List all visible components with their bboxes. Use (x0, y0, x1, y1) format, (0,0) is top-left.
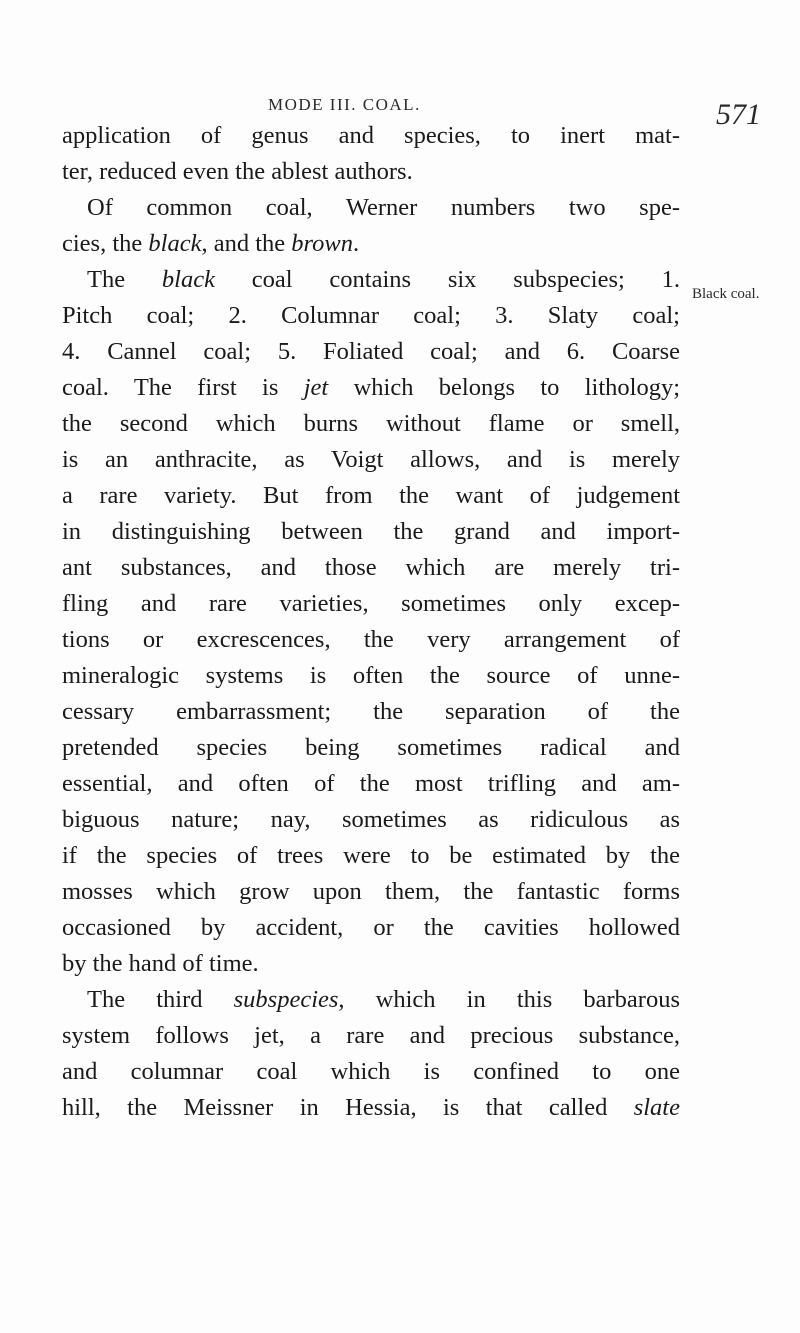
text-line: hill, the Meissner in Hessia, is that called slate (62, 1094, 680, 1121)
text-line: the second which burns without flame or smell, (62, 410, 680, 437)
text-line: is an anthracite, as Voigt allows, and is merely (62, 446, 680, 473)
italic-term: black (148, 230, 202, 257)
text-line: ant substances, and those which are merely tri- (62, 554, 680, 581)
marginal-note: Black coal. (692, 286, 760, 302)
text-line: application of genus and species, to inert mat- (62, 122, 680, 149)
text-line: cies, the black, and the brown. (62, 230, 360, 257)
running-head: MODE III. COAL. (268, 95, 421, 114)
text-line: biguous nature; nay, sometimes as ridiculous as (62, 806, 680, 833)
italic-term: slate (633, 1094, 680, 1121)
text-line: essential, and often of the most trifling and am- (62, 770, 680, 797)
text-line: a rare variety. But from the want of judgement (62, 482, 680, 509)
text-line: mineralogic systems is often the source of unne- (62, 662, 680, 689)
text-line: Pitch coal; 2. Columnar coal; 3. Slaty coal; (62, 302, 680, 329)
text-line: occasioned by accident, or the cavities hollowed (62, 914, 680, 941)
body-text (62, 118, 680, 1126)
text-line: ter, reduced even the ablest authors. (62, 158, 413, 185)
text-line: if the species of trees were to be estimated by the (62, 842, 680, 869)
italic-term: brown (291, 230, 353, 257)
text-line: system follows jet, a rare and precious substance, (62, 1022, 680, 1049)
text-line: tions or excrescences, the very arrangement of (62, 626, 680, 653)
text-line: by the hand of time. (62, 950, 259, 977)
text-line: pretended species being sometimes radical and (62, 734, 680, 761)
italic-term: jet (303, 374, 329, 401)
text-line: and columnar coal which is confined to one (62, 1058, 680, 1085)
italic-term: black (161, 266, 215, 293)
text-line: The third subspecies, which in this barbarous (87, 986, 680, 1013)
italic-term: subspecies (233, 986, 339, 1013)
text-line: in distinguishing between the grand and import- (62, 518, 680, 545)
text-line: coal. The first is jet which belongs to lithology; (62, 374, 681, 401)
text-line: 4. Cannel coal; 5. Foliated coal; and 6. Coarse (62, 338, 680, 365)
text-line: The black coal contains six subspecies; 1. (87, 266, 681, 293)
page-number: 571 (716, 98, 761, 131)
text-line: cessary embarrassment; the separation of the (62, 698, 680, 725)
text-line: fling and rare varieties, sometimes only excep- (62, 590, 680, 617)
text-line: Of common coal, Werner numbers two spe- (87, 194, 680, 221)
text-line: mosses which grow upon them, the fantastic forms (62, 878, 680, 905)
